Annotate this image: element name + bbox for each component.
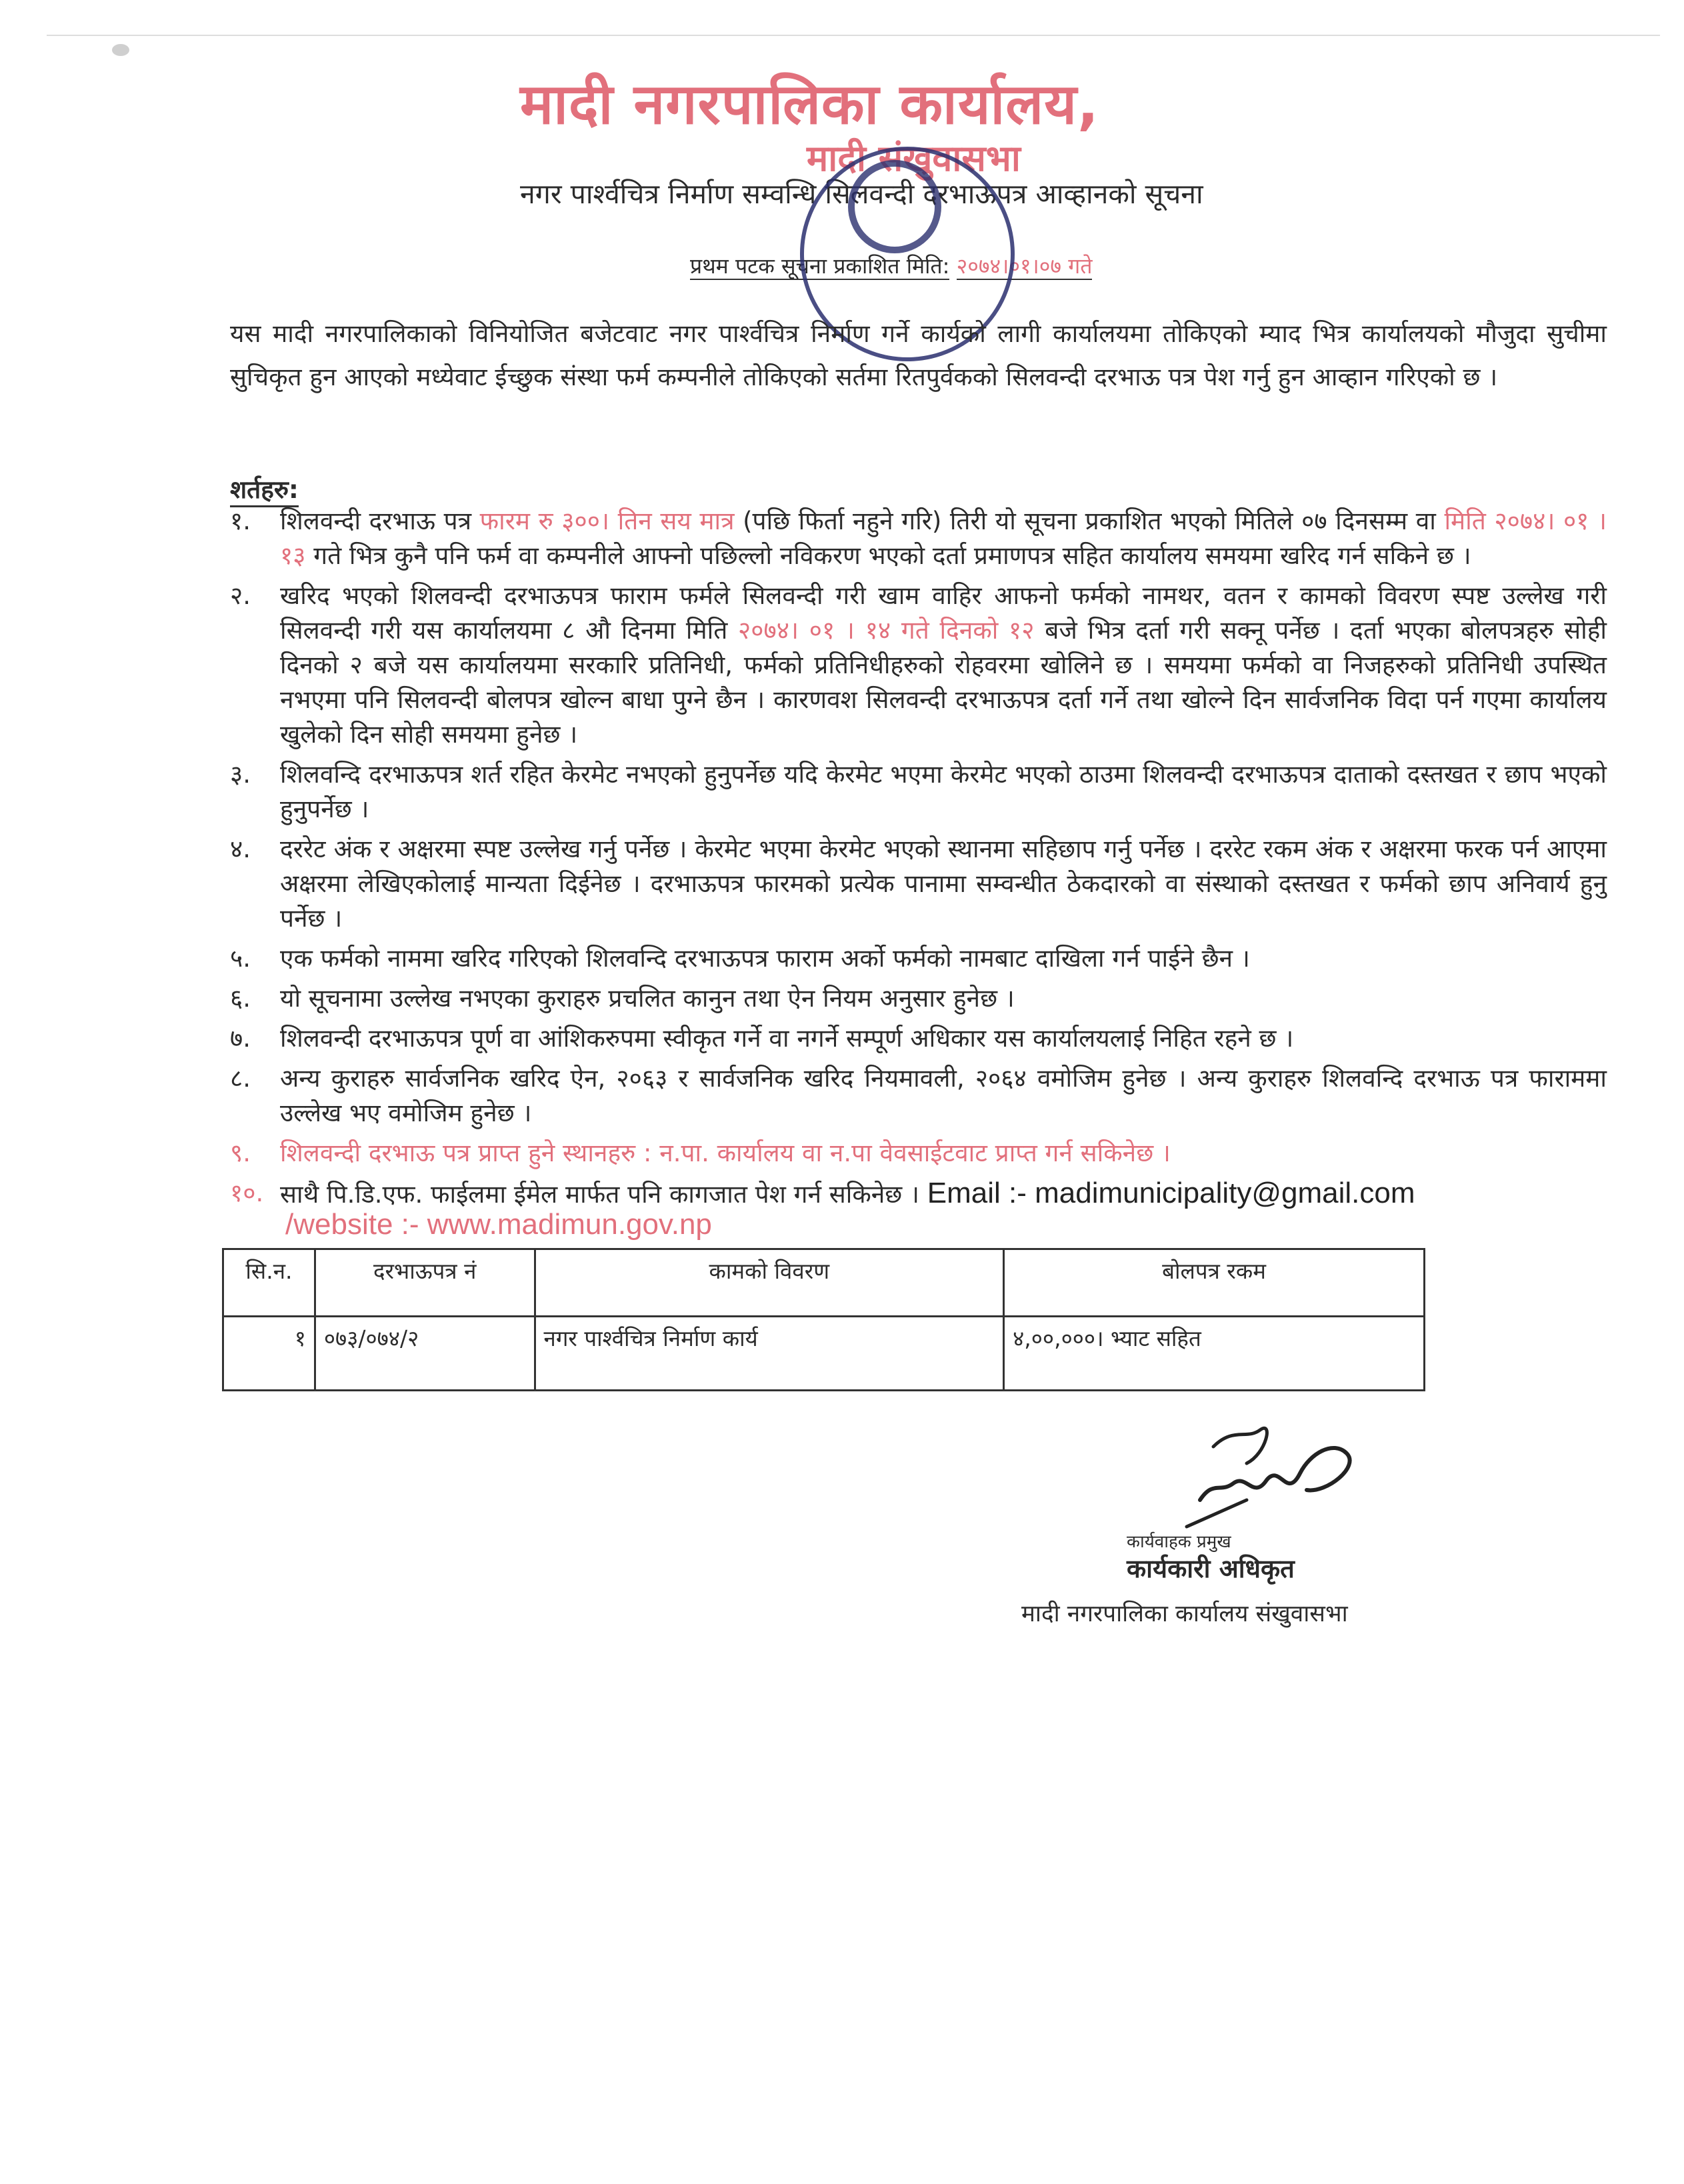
term-text: एक फर्मको नाममा खरिद गरिएको शिलवन्दि दरभाऊपत्र फाराम अर्को फर्मको नामबाट दाखिला गर्न पाईने छैन । <box>280 944 1250 973</box>
term-1-deadline: मिति २०७४। ०१ ।१३ <box>280 507 1607 570</box>
handwritten-signature <box>1173 1400 1373 1533</box>
term-1-part-c: (पछि फिर्ता नहुने गरि) तिरी यो सूचना प्रकाशित भएको मितिले ०७ दिनसम्म वा <box>734 507 1445 535</box>
signatory-stamp <box>1127 1533 1320 1585</box>
term-text: दररेट अंक र अक्षरमा स्पष्ट उल्लेख गर्नु पर्नेछ । केरमेट भएमा केरमेट भएको स्थानमा सहिछाप गर्नु पर्नेछ । दररेट रकम अंक र अक्षरमा फरक पर्न आएमा अक्षरमा लेखिएकोलाई मान्यता दिईनेछ । दरभाऊपत्र फारमको प्रत्येक पानामा सम्वन्धीत ठेकदारको वा संस्थाको दस्तखत र फर्मको छाप अनिवार्य हुनु पर्नेछ । <box>280 835 1607 933</box>
term-10 <box>230 1176 1607 1212</box>
signatory-role: कार्यकारी अधिकृत <box>1127 1554 1295 1583</box>
term-text: यो सूचनामा उल्लेख नभएका कुराहरु प्रचलित कानुन तथा ऐन नियम अनुसार हुनेछ । <box>280 984 1015 1013</box>
term-2-deadline: २०७४। ०१ । १४ गते दिनको १२ <box>738 616 1035 645</box>
term-3 <box>230 757 1607 827</box>
terms-list <box>230 504 1607 1217</box>
term-8 <box>230 1061 1607 1131</box>
term-number: १०. <box>230 1179 264 1207</box>
notice-title: नगर पार्श्वचित्र निर्माण सम्वन्धि सिलवन्दी दरभाऊपत्र आव्हानको सूचना <box>520 178 1203 210</box>
cell-work-description: नगर पार्श्वचित्र निर्माण कार्य <box>535 1317 1004 1391</box>
term-1 <box>230 504 1607 573</box>
term-1-part-a: शिलवन्दी दरभाऊ पत्र <box>280 507 480 535</box>
table-row <box>223 1317 1425 1391</box>
term-number: ९. <box>230 1139 251 1167</box>
office-subtitle: मादी संखुवासभा <box>807 137 1021 179</box>
bid-table-header <box>223 1249 1425 1317</box>
term-5 <box>230 941 1607 976</box>
email-address: Email :- madimunicipality@gmail.com <box>927 1177 1415 1209</box>
term-number: ८. <box>230 1064 251 1093</box>
term-4 <box>230 832 1607 936</box>
header-work-description: कामको विवरण <box>535 1249 1004 1317</box>
term-1-part-e: गते भित्र कुनै पनि फर्म वा कम्पनीले आफ्नो पछिल्लो नविकरण भएको दर्ता प्रमाणपत्र सहित कार्यालय समयमा खरिद गर्न सकिने छ । <box>305 541 1471 570</box>
term-number: ३. <box>230 760 251 789</box>
term-2-part-c: बजे भित्र दर्ता गरी सक्नू पर्नेछ । दर्ता भएका बोलपत्रहरु सोही दिनको २ बजे यस कार्यालयमा सरकारि प्रतिनिधी, फर्मको प्रतिनिधीहरुको रोहवरमा खोलिने छ । समयमा फर्मको वा निजहरुको प्रतिनिधी उपस्थित नभएमा पनि सिलवन्दी बोलपत्र खोल्न बाधा पुग्ने छैन । कारणवश सिलवन्दी दरभाऊपत्र दर्ता गर्ने तथा खोल्ने दिन सार्वजनिक विदा पर्न गएमा कार्यालय खुलेको दिन सोही समयमा हुनेछ । <box>280 616 1607 749</box>
signatory-office: मादी नगरपालिका कार्यालय संखुवासभा <box>1021 1601 1348 1627</box>
term-text <box>280 579 1607 752</box>
term-2 <box>230 579 1607 752</box>
office-seal-emblem <box>848 160 941 253</box>
first-pub-date: २०७४।०१।०७ गते <box>956 253 1093 279</box>
term-text: शिलवन्दी दरभाऊ पत्र प्राप्त हुने स्थानहरु : न.पा. कार्यालय वा न.पा वेवसाईटवाट प्राप्त गर्न सकिनेछ । <box>280 1139 1171 1167</box>
office-title: मादी नगरपालिका कार्यालय, <box>520 71 1099 137</box>
term-6 <box>230 981 1607 1016</box>
term-number: ७. <box>230 1024 251 1053</box>
term-1-fee: फारम रु ३००। तिन सय मात्र <box>479 507 735 535</box>
term-number: ४. <box>230 835 251 863</box>
signatory-acting-label: कार्यवाहक प्रमुख <box>1127 1532 1231 1552</box>
first-pub-label: प्रथम पटक सूचना प्रकाशित मिति: <box>690 253 950 279</box>
bid-table <box>222 1248 1425 1391</box>
cell-bid-number: ०७३/०७४/२ <box>315 1317 535 1391</box>
term-text: शिलवन्दि दरभाऊपत्र शर्त रहित केरमेट नभएको हुनुपर्नेछ यदि केरमेट भएमा केरमेट भएको ठाउमा शिलवन्दी दरभाऊपत्र दाताको दस्तखत र छाप भएको हुनुपर्नेछ । <box>280 760 1607 823</box>
intro-paragraph: यस मादी नगरपालिकाको विनियोजित बजेटवाट नगर पार्श्वचित्र निर्माण गर्ने कार्यको लागी कार्यालयमा तोकिएको म्याद भित्र कार्यालयको मौजुदा सुचीमा सुचिकृत हुन आएको मध्येवाट ईच्छुक संस्था फर्म कम्पनीले तोकिएको सर्तमा रितपुर्वकको सिलवन्दी दरभाऊ पत्र पेश गर्नु हुन आव्हान गरिएको छ । <box>230 319 1607 391</box>
term-number: ५. <box>230 944 251 973</box>
term-text <box>280 1176 1607 1212</box>
term-number: ६. <box>230 984 251 1013</box>
term-text <box>280 504 1607 573</box>
term-text: शिलवन्दी दरभाऊपत्र पूर्ण वा आंशिकरुपमा स्वीकृत गर्ने वा नगर्ने सम्पूर्ण अधिकार यस कार्यालयलाई निहित रहने छ । <box>280 1024 1294 1053</box>
header-bid-amount: बोलपत्र रकम <box>1004 1249 1425 1317</box>
header-bid-number: दरभाऊपत्र नं <box>315 1249 535 1317</box>
term-2-part-a: खरिद भएको शिलवन्दी दरभाऊपत्र फाराम फर्मले सिलवन्दी गरी खाम वाहिर आफनो फर्मको नामथर, वतन र कामको विवरण स्पष्ट उल्लेख गरी सिलवन्दी गरी यस कार्यालयमा ८ औ दिनमा मिति <box>280 581 1607 645</box>
term-9 <box>230 1136 1607 1171</box>
header-serial: सि.न. <box>223 1249 315 1317</box>
term-text: अन्य कुराहरु सार्वजनिक खरिद ऐन, २०६३ र सार्वजनिक खरिद नियमावली, २०६४ वमोजिम हुनेछ । अन्य कुराहरु शिलवन्दि दरभाऊ पत्र फाराममा उल्लेख भए वमोजिम हुनेछ । <box>280 1064 1607 1127</box>
term-number: १. <box>230 507 251 535</box>
terms-heading: शर्तहरु: <box>230 475 299 507</box>
cell-bid-amount: ४,००,०००। भ्याट सहित <box>1004 1317 1425 1391</box>
scan-speck <box>112 44 129 56</box>
term-number: २. <box>230 581 251 610</box>
term-10-text: साथै पि.डि.एफ. फाईलमा ईमेल मार्फत पनि कागजात पेश गर्न सकिनेछ । <box>280 1180 927 1209</box>
cell-serial: १ <box>223 1317 315 1391</box>
term-7 <box>230 1021 1607 1056</box>
website-link: /website :- www.madimun.gov.np <box>285 1208 712 1241</box>
scan-edge-line <box>47 35 1660 36</box>
